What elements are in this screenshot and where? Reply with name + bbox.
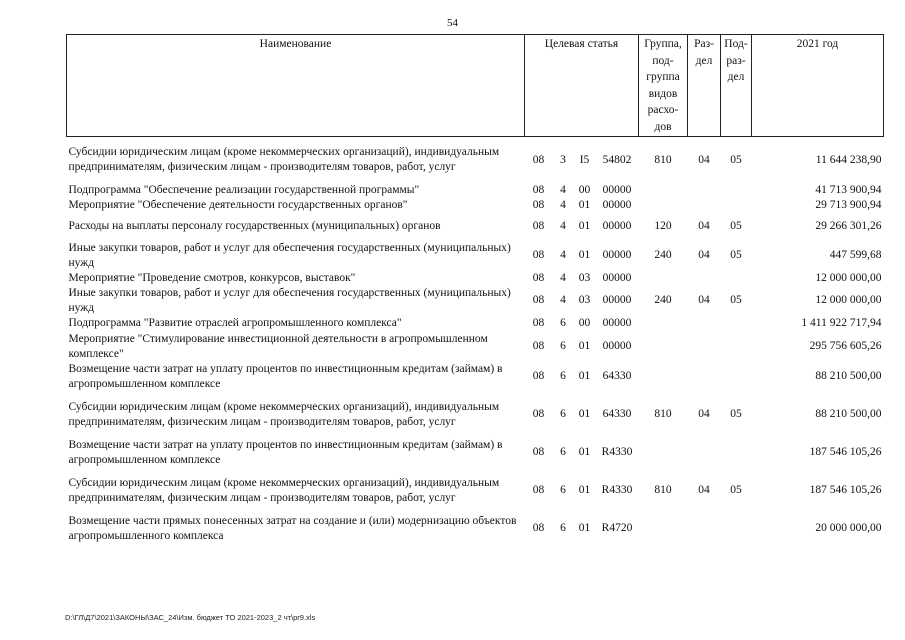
row-expense-group: [639, 514, 688, 544]
row-subsection: 05: [730, 294, 742, 307]
table-header-row: [67, 35, 884, 137]
row-amount: 447 599,68: [829, 249, 882, 262]
row-code-program: 08: [532, 183, 545, 196]
row-code-subprogram: 6: [560, 340, 566, 353]
page-number: 54: [447, 17, 458, 29]
row-code-event: 00: [578, 317, 591, 330]
row-name: Расходы на выплаты персоналу государственных (муниципальных) органов: [68, 220, 441, 233]
row-subsection: [721, 362, 752, 392]
table-row: [67, 241, 884, 271]
row-code-direction: 00000: [602, 317, 632, 330]
row-amount: 187 546 105,26: [809, 484, 882, 497]
row-code-event: 01: [578, 249, 591, 262]
row-name: Подпрограмма "Обеспечение реализации государственной программы": [68, 183, 420, 196]
row-code-event: 01: [578, 484, 591, 497]
row-code-subprogram: 6: [560, 370, 566, 383]
row-subsection: [721, 332, 752, 362]
row-name: Возмещение части затрат на уплату процентов по инвестиционным кредитам (займам) в агропромышленном комплексе: [68, 439, 503, 466]
row-name: Мероприятие "Стимулирование инвестиционной деятельности в агропромышленном комплексе": [68, 333, 488, 360]
row-amount: 29 713 900,94: [815, 198, 882, 211]
row-code-program: 08: [532, 220, 545, 233]
row-code-program: 08: [532, 522, 545, 535]
row-code-event: 00: [578, 183, 591, 196]
budget-table: [66, 34, 884, 544]
row-code-event: 01: [578, 446, 591, 459]
row-code-event: 01: [578, 408, 591, 421]
header-year: 2021 год: [752, 35, 884, 137]
row-name: Субсидии юридическим лицам (кроме некоммерческих организаций), индивидуальным предпринимателям, физическим лицам - производителям товаров, работ, услуг: [68, 477, 500, 504]
row-subsection: [721, 514, 752, 544]
row-amount: 12 000 000,00: [815, 271, 882, 284]
row-code-program: 08: [532, 198, 545, 211]
row-name: Субсидии юридическим лицам (кроме некоммерческих организаций), индивидуальным предпринимателям, физическим лицам - производителям товаров, работ, услуг: [68, 146, 500, 173]
row-expense-group: [639, 332, 688, 362]
row-expense-group: 240: [654, 249, 672, 262]
row-section: [688, 514, 721, 544]
row-amount: 20 000 000,00: [815, 522, 882, 535]
row-code-subprogram: 6: [560, 317, 566, 330]
row-code-event: 01: [578, 370, 591, 383]
row-amount: 1 411 922 717,94: [801, 317, 882, 330]
row-code-subprogram: 4: [560, 294, 566, 307]
row-expense-group: 240: [654, 294, 672, 307]
row-code-direction: 64330: [602, 370, 632, 383]
row-amount: 88 210 500,00: [815, 408, 882, 421]
row-code-subprogram: 4: [560, 249, 566, 262]
row-section: [688, 183, 721, 198]
row-code-direction: 00000: [602, 183, 632, 196]
row-code-direction: 00000: [602, 198, 632, 211]
table-row: [67, 438, 884, 468]
row-name: Возмещение части затрат на уплату процентов по инвестиционным кредитам (займам) в агропромышленном комплексе: [68, 363, 503, 390]
row-expense-group: [639, 362, 688, 392]
table-row: [67, 137, 884, 183]
row-code-direction: 00000: [602, 249, 632, 262]
row-expense-group: [639, 271, 688, 286]
row-amount: 187 546 105,26: [809, 446, 882, 459]
row-expense-group: 810: [654, 408, 672, 421]
row-code-subprogram: 4: [560, 271, 566, 284]
row-section: [688, 316, 721, 332]
header-section: Раз-дел: [688, 35, 721, 137]
row-code-program: 08: [532, 249, 545, 262]
row-code-event: 03: [578, 294, 591, 307]
row-code-event: 01: [578, 340, 591, 353]
row-section: [688, 198, 721, 213]
row-subsection: [721, 271, 752, 286]
header-name: Наименование: [67, 35, 525, 137]
row-code-program: 08: [532, 408, 545, 421]
row-code-direction: R4720: [601, 522, 633, 535]
row-subsection: 05: [730, 249, 742, 262]
row-code-direction: 54802: [602, 153, 632, 166]
row-code-subprogram: 4: [560, 198, 566, 211]
header-group: Группа, под-группа видов расхо-дов: [639, 35, 688, 137]
row-code-direction: 00000: [602, 294, 632, 307]
row-code-program: 08: [532, 153, 545, 166]
row-section: [688, 271, 721, 286]
row-expense-group: [639, 183, 688, 198]
row-expense-group: [639, 438, 688, 468]
row-code-direction: 00000: [602, 271, 632, 284]
row-code-event: I5: [579, 153, 590, 166]
table-row: [67, 198, 884, 213]
row-name: Иные закупки товаров, работ и услуг для обеспечения государственных (муниципальных) нужд: [68, 242, 511, 269]
table-row: [67, 392, 884, 438]
row-code-program: 08: [532, 340, 545, 353]
row-code-event: 01: [578, 522, 591, 535]
row-code-direction: R4330: [601, 484, 633, 497]
row-subsection: [721, 198, 752, 213]
row-code-subprogram: 4: [560, 183, 566, 196]
table-row: [67, 468, 884, 514]
table-row: [67, 362, 884, 392]
row-code-subprogram: 6: [560, 484, 566, 497]
table-row: [67, 332, 884, 362]
table-row: [67, 514, 884, 544]
row-expense-group: [639, 198, 688, 213]
row-code-program: 08: [532, 484, 545, 497]
row-name: Возмещение части прямых понесенных затрат на создание и (или) модернизацию объектов агропромышленного комплекса: [68, 515, 517, 542]
table-row: [67, 316, 884, 332]
row-code-subprogram: 6: [560, 446, 566, 459]
row-subsection: [721, 316, 752, 332]
row-expense-group: 810: [654, 484, 672, 497]
row-code-event: 01: [578, 220, 591, 233]
row-code-direction: 64330: [602, 408, 632, 421]
row-amount: 41 713 900,94: [815, 183, 882, 196]
row-code-subprogram: 6: [560, 522, 566, 535]
table-row: [67, 286, 884, 316]
row-amount: 88 210 500,00: [815, 370, 882, 383]
row-name: Мероприятие "Обеспечение деятельности государственных органов": [68, 198, 408, 211]
header-subsection: Под-раз-дел: [721, 35, 752, 137]
row-section: [688, 362, 721, 392]
row-code-subprogram: 6: [560, 408, 566, 421]
row-expense-group: 810: [654, 153, 672, 166]
row-amount: 295 756 605,26: [809, 340, 882, 353]
row-subsection: [721, 438, 752, 468]
row-subsection: 05: [730, 220, 742, 233]
row-subsection: 05: [730, 408, 742, 421]
row-amount: 12 000 000,00: [815, 294, 882, 307]
row-amount: 29 266 301,26: [815, 220, 882, 233]
row-code-event: 01: [578, 198, 591, 211]
row-code-subprogram: 3: [560, 153, 566, 166]
row-subsection: [721, 183, 752, 198]
row-section: 04: [698, 408, 710, 421]
row-code-program: 08: [532, 370, 545, 383]
row-section: 04: [698, 249, 710, 262]
row-section: [688, 332, 721, 362]
table-row: [67, 271, 884, 286]
row-section: 04: [698, 294, 710, 307]
table-row: [67, 183, 884, 198]
row-code-program: 08: [532, 271, 545, 284]
row-section: [688, 438, 721, 468]
row-section: 04: [698, 220, 710, 233]
row-code-direction: 00000: [602, 220, 632, 233]
table-row: [67, 213, 884, 241]
row-code-direction: 00000: [602, 340, 632, 353]
row-code-direction: R4330: [601, 446, 633, 459]
row-expense-group: [639, 316, 688, 332]
row-code-event: 03: [578, 271, 591, 284]
row-section: 04: [698, 484, 710, 497]
header-target-article: Целевая статья: [525, 35, 639, 137]
row-name: Иные закупки товаров, работ и услуг для обеспечения государственных (муниципальных) нужд: [68, 287, 511, 314]
row-code-program: 08: [532, 294, 545, 307]
row-name: Мероприятие "Проведение смотров, конкурсов, выставок": [68, 271, 356, 284]
row-expense-group: 120: [654, 220, 672, 233]
row-name: Подпрограмма "Развитие отраслей агропромышленного комплекса": [68, 317, 402, 330]
row-code-program: 08: [532, 317, 545, 330]
row-code-program: 08: [532, 446, 545, 459]
row-code-subprogram: 4: [560, 220, 566, 233]
file-path-footer: D:\ГЛ\Д7\2021\ЗАКОНЫ\ЗАС_24\Изм. бюджет ТО 2021-2023_2 чт\pr9.xls: [65, 613, 316, 622]
row-section: 04: [698, 153, 710, 166]
row-subsection: 05: [730, 484, 742, 497]
row-subsection: 05: [730, 153, 742, 166]
row-name: Субсидии юридическим лицам (кроме некоммерческих организаций), индивидуальным предпринимателям, физическим лицам - производителям товаров, работ, услуг: [68, 401, 500, 428]
row-amount: 11 644 238,90: [815, 153, 882, 166]
